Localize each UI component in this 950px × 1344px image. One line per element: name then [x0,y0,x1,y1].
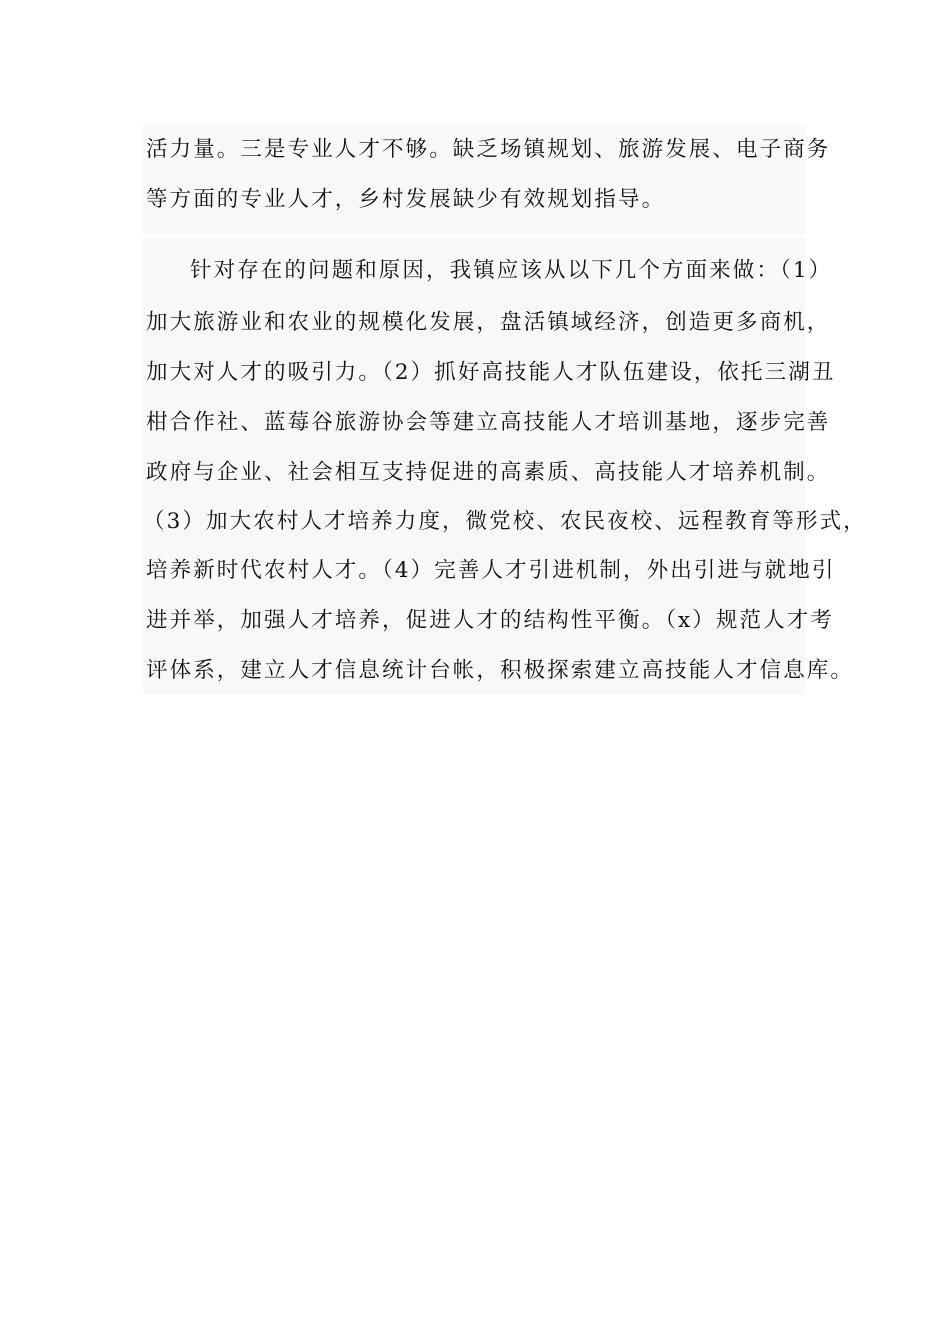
paragraph-2-line-7: 培养新时代农村人才。（4）完善人才引进机制，外出引进与就地引 [146,558,836,583]
paragraph-2-line-1: 针对存在的问题和原因，我镇应该从以下几个方面来做：（1） [190,258,833,283]
paragraph-2-line-5: 政府与企业、社会相互支持促进的高素质、高技能人才培养机制。 [146,460,831,485]
paragraph-2-line-6: （3）加大农村人才培养力度，微党校、农民夜校、远程教育等形式， [143,509,867,534]
paragraph-2-line-4: 柑合作社、蓝莓谷旅游协会等建立高技能人才培训基地，逐步完善 [146,410,831,435]
paragraph-1-line-1: 活力量。三是专业人才不够。缺乏场镇规划、旅游发展、电子商务 [146,137,831,162]
paragraph-2-line-2: 加大旅游业和农业的规模化发展，盘活镇域经济，创造更多商机， [146,310,831,335]
paragraph-2-line-8: 进并举，加强人才培养，促进人才的结构性平衡。（x）规范人才考 [146,608,834,633]
paragraph-2-line-3: 加大对人才的吸引力。（2）抓好高技能人才队伍建设，依托三湖丑 [146,360,836,385]
paragraph-1-line-2: 等方面的专业人才，乡村发展缺少有效规划指导。 [146,187,666,212]
paragraph-2-line-9: 评体系，建立人才信息统计台帐，积极探索建立高技能人才信息库。 [146,658,855,683]
